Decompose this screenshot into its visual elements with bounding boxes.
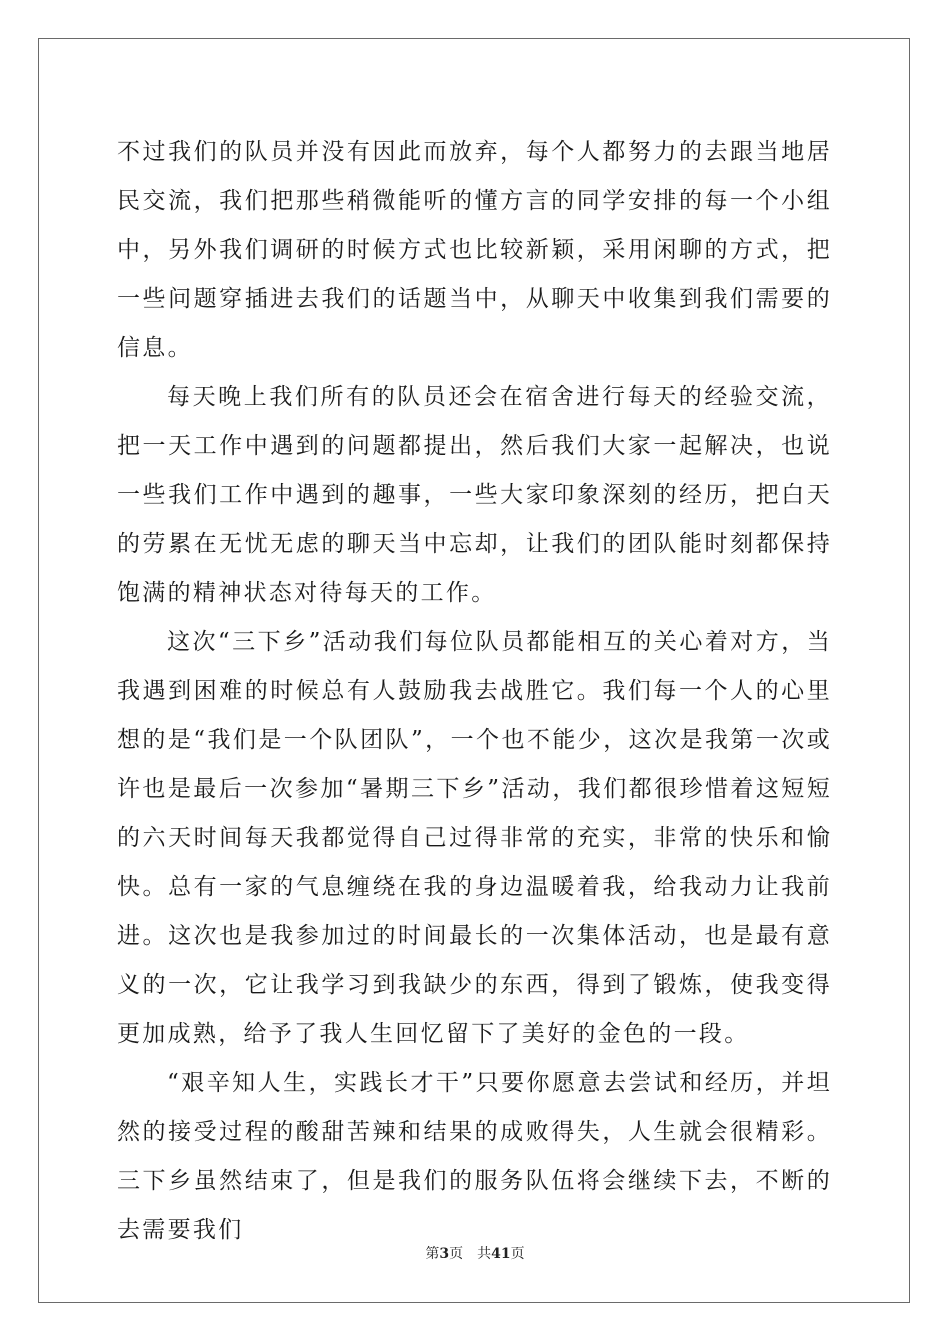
page-prefix: 第 [425,1246,440,1262]
paragraph-1: 不过我们的队员并没有因此而放弃，每个人都努力的去跟当地居民交流，我们把那些稍微能听的懂方言的同学安排的每一个小组中，另外我们调研的时候方式也比较新颖，采用闲聊的方式，把一些问题穿插进去我们的话题当中，从聊天中收集到我们需要的信息。 [117,139,832,361]
paragraph-2: 每天晚上我们所有的队员还会在宿舍进行每天的经验交流，把一天工作中遇到的问题都提出，然后我们大家一起解决，也说一些我们工作中遇到的趣事，一些大家印象深刻的经历，把白天的劳累在无忧无虑的聊天当中忘却，让我们的团队能时刻都保持饱满的精神状态对待每天的工作。 [117,384,832,606]
paragraph-4: “艰辛知人生，实践长才干”只要你愿意去尝试和经历，并坦然的接受过程的酸甜苦辣和结果的成败得失，人生就会很精彩。三下乡虽然结束了，但是我们的服务队伍将会继续下去，不断的去需要我们 [117,1070,832,1243]
page-number: 3 [439,1246,450,1262]
total-suffix: 页 [510,1246,525,1262]
paragraph-3: 这次“三下乡”活动我们每位队员都能相互的关心着对方，当我遇到困难的时候总有人鼓励我去战胜它。我们每一个人的心里想的是“我们是一个队团队”，一个也不能少，这次是我第一次或许也是最后一次参加“暑期三下乡”活动，我们都很珍惜着这短短的六天时间每天我都觉得自己过得非常的充实，非常的快乐和愉快。总有一家的气息缠绕在我的身边温暖着我，给我动力让我前进。这次也是我参加过的时间最长的一次集体活动，也是最有意义的一次，它让我学习到我缺少的东西，得到了锻炼，使我变得更加成熟，给予了我人生回忆留下了美好的金色的一段。 [117,629,832,1047]
page-suffix: 页 [449,1246,464,1262]
total-pages: 41 [491,1246,511,1262]
page-footer [0,1243,950,1263]
total-prefix: 共 [477,1246,492,1262]
document-body [117,128,832,1255]
